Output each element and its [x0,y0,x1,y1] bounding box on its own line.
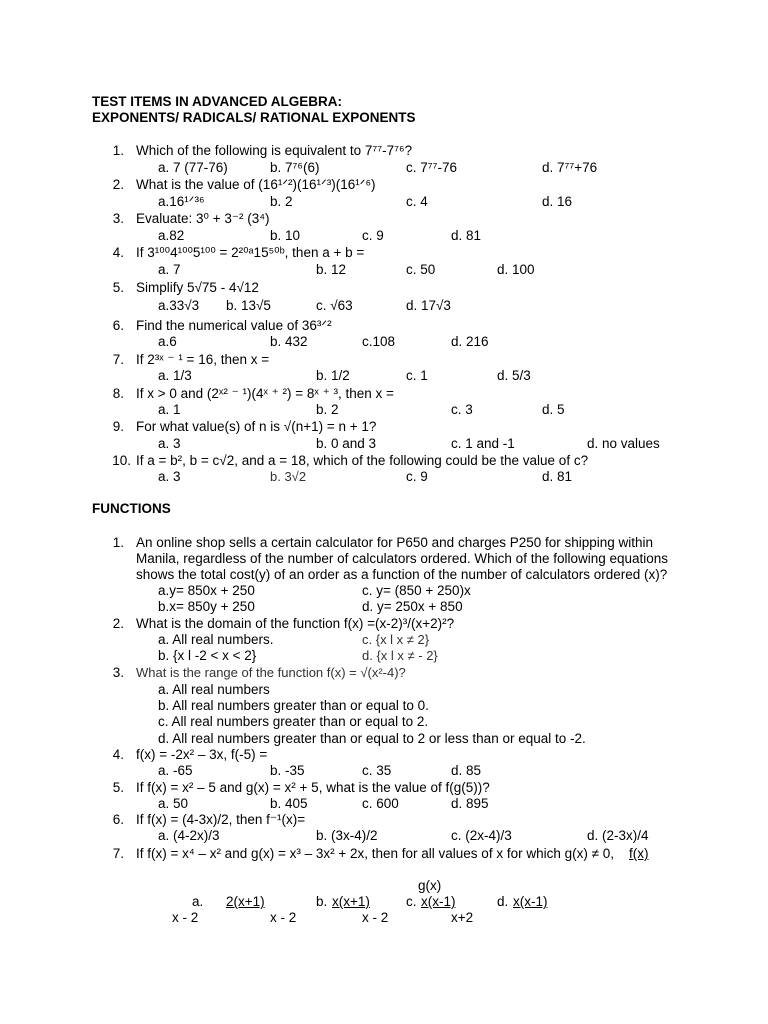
choice-a: a. -65 [158,763,193,778]
choice-c: c. 9 [406,469,428,484]
choice-a: a. (4-2x)/3 [158,828,220,843]
choice-b: b. 3√2 [270,469,307,484]
choice-a: a.6 [158,334,177,349]
question-text: If a = b², b = c√2, and a = 18, which of the following could be the value of c? [136,453,589,468]
choice-c: c. 9 [362,228,384,243]
choice-d: d. 216 [451,334,489,349]
choice-c: c. 50 [406,262,436,277]
choice-c: c. 3 [451,402,473,417]
question-number: 3. [112,211,124,226]
question-text: For what value(s) of n is √(n+1) = n + 1? [136,419,377,434]
choice-c: c. 35 [362,763,392,778]
question-text: If f(x) = x⁴ – x² and g(x) = x³ – 3x² + 2x, then for all values of x for which g(x) ≠ 0, [136,846,615,861]
question-number: 1. [112,535,124,550]
choice-d: d. (2-3x)/4 [587,828,649,843]
choice-a: a. 7 [158,262,181,277]
question-number: 7. [112,352,124,367]
choice-c: c. {x l x ≠ 2} [362,632,430,647]
choice-d: d. 7⁷⁷+76 [542,160,598,175]
choice-b: b. 2 [316,402,339,417]
question-text: Simplify 5√75 - 4√12 [136,280,259,295]
choice-c: c. 1 and -1 [451,436,515,451]
choice-a: a. 7 (77-76) [158,160,228,175]
choice-b: b. 13√5 [226,298,271,313]
choice-b: b. {x l -2 < x < 2} [158,648,257,663]
choice-c: c. y= (850 + 250)x [362,583,471,598]
choice-d: d. 81 [451,228,482,243]
choice-d: d. no values [587,436,660,451]
title-line-1: TEST ITEMS IN ADVANCED ALGEBRA: [92,94,343,109]
question-text-line-2: Manila, regardless of the number of calculators ordered. Which of the following equations [136,551,669,566]
choice-a: a.33√3 [158,298,200,313]
question-text: f(x) = -2x² – 3x, f(-5) = [136,747,268,762]
choice-c-label: c. [406,894,417,909]
question-text: What is the range of the function f(x) = √(x²-4)? [136,665,406,680]
question-text: Find the numerical value of 36³ᐟ² [136,318,332,333]
choice-d: d. 16 [542,194,573,209]
choice-d: d. All real numbers greater than or equal to 2 or less than or equal to -2. [158,731,586,746]
question-number: 5. [112,780,124,795]
choice-a: a.16¹ᐟ³⁶ [158,194,205,209]
question-text: If 3¹⁰⁰4¹⁰⁰5¹⁰⁰ = 2²⁰ᵃ15⁵⁰ᵇ, then a + b = [136,245,365,260]
choice-c: c. 4 [406,194,428,209]
choice-b-numerator: x(x+1) [332,894,370,909]
choice-d: d. {x l x ≠ - 2} [362,648,438,663]
choice-b: b. -35 [270,763,305,778]
question-number: 2. [112,616,124,631]
choice-d: d. 17√3 [406,298,451,313]
choice-b: b. 10 [270,228,301,243]
choice-c-denominator: x - 2 [362,910,389,925]
choice-b: b. 12 [316,262,347,277]
choice-b: b. 0 and 3 [316,436,377,451]
choice-b: b. 405 [270,796,308,811]
choice-c: c. (2x-4)/3 [451,828,512,843]
question-number: 6. [112,812,124,827]
choice-b: b. 7⁷⁶(6) [270,160,320,175]
choice-d: d. 100 [497,262,535,277]
choice-b-denominator: x - 2 [270,910,297,925]
choice-d-label: d. [497,894,509,909]
choice-d: d. 5 [542,402,565,417]
choice-c-numerator: x(x-1) [421,894,456,909]
choice-c: c. All real numbers greater than or equal to 2. [158,714,429,729]
choice-d-denominator: x+2 [451,910,474,925]
choice-a: a. 50 [158,796,189,811]
choice-a: a.y= 850x + 250 [158,583,255,598]
choice-d: d. 895 [451,796,489,811]
choice-d: d. 85 [451,763,482,778]
question-number: 8. [112,386,124,401]
choice-b: b. 2 [270,194,293,209]
question-number: 4. [112,245,124,260]
choice-d: d. 5/3 [497,368,531,383]
question-text: What is the domain of the function f(x) =(x-2)³/(x+2)²? [136,616,455,631]
choice-d: d. y= 250x + 850 [362,599,463,614]
question-number: 6. [112,318,124,333]
choice-b: b. (3x-4)/2 [316,828,378,843]
question-text: If x > 0 and (2ˣ² ⁻ ¹)(4ˣ ⁺ ²) = 8ˣ ⁺ ³, then x = [136,386,394,401]
section-heading-functions: FUNCTIONS [92,501,171,516]
choice-b: b. 1/2 [316,368,350,383]
choice-a: a.82 [158,228,185,243]
question-text: Evaluate: 3⁰ + 3⁻² (3⁴) [136,211,270,226]
question-text: If 2³ˣ ⁻ ¹ = 16, then x = [136,352,270,367]
question-number: 3. [112,665,124,680]
choice-c: c. 1 [406,368,428,383]
choice-b-label: b. [316,894,328,909]
choice-b: b.x= 850y + 250 [158,599,255,614]
choice-a-numerator: 2(x+1) [226,894,265,909]
choice-c: c. √63 [316,298,353,313]
question-number: 7. [112,846,124,861]
choice-d: d. 81 [542,469,573,484]
question-number: 4. [112,747,124,762]
choice-a-denominator: x - 2 [172,910,199,925]
question-number: 1. [112,143,124,158]
choice-a: a. 1/3 [158,368,192,383]
question-number: 2. [112,177,124,192]
title-line-2: EXPONENTS/ RADICALS/ RATIONAL EXPONENTS [92,110,416,125]
question-text-line-3: shows the total cost(y) of an order as a function of the number of calculators ordered (x)? [136,567,668,582]
choice-a: a. 3 [158,469,181,484]
choice-c: c. 600 [362,796,399,811]
question-text-line-1: An online shop sells a certain calculator for P650 and charges P250 for shipping within [136,535,654,550]
choice-a: a. All real numbers [158,682,270,697]
choice-a: a. All real numbers. [158,632,274,647]
choice-d-numerator: x(x-1) [513,894,548,909]
question-number: 9. [112,419,124,434]
choice-c: c.108 [362,334,396,349]
question-text: If f(x) = x² – 5 and g(x) = x² + 5, what is the value of f(g(5))? [136,780,490,795]
choice-a: a. 3 [158,436,181,451]
question-number: 5. [112,280,124,295]
question-text: If f(x) = (4-3x)/2, then f⁻¹(x)= [136,812,306,827]
choice-a-label: a. [192,894,204,909]
fraction-denominator: g(x) [418,878,442,893]
question-number: 10. [112,453,131,468]
question-text: Which of the following is equivalent to 7⁷⁷-7⁷⁶? [136,143,413,158]
question-text: What is the value of (16¹ᐟ²)(16¹ᐟ³)(16¹ᐟ⁶) [136,177,376,192]
choice-c: c. 7⁷⁷-76 [406,160,458,175]
fraction-numerator: f(x) [629,846,649,861]
choice-a: a. 1 [158,402,181,417]
choice-b: b. 432 [270,334,308,349]
choice-b: b. All real numbers greater than or equal to 0. [158,698,429,713]
